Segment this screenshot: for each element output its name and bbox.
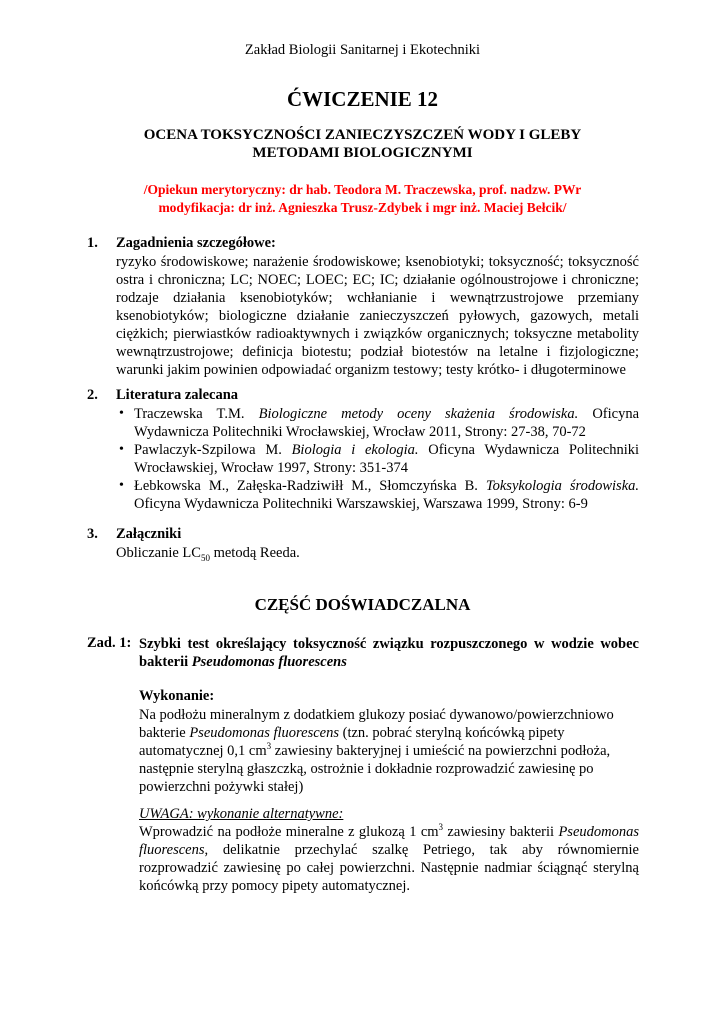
s1-line: ostra i chroniczna; LC; NOEC; LOEC; EC; IC; działanie ogólnoustrojowe i chroniczne; bbox=[116, 272, 639, 288]
exercise-title: ĆWICZENIE 12 bbox=[286, 87, 439, 111]
wyk-species: Pseudomonas fluorescens bbox=[189, 725, 340, 741]
lit-publisher: Oficyna Wydawnicza Politechniki bbox=[428, 442, 640, 458]
s3-text-after: metodą Reeda. bbox=[209, 545, 300, 561]
s1-line: ciężkich; pierwiastków radioaktywnych i związków organicznych; toksyczne metabolity bbox=[116, 326, 639, 342]
wyk-line: automatycznej 0,1 cm bbox=[139, 743, 267, 759]
lit-authors: Łebkowska M., Załęska-Radziwiłł M., Słomczyńska B. bbox=[134, 478, 478, 494]
wyk-line: Na podłożu mineralnym z dodatkiem glukozy posiać dywanowo/powierzchniowo bbox=[139, 707, 614, 723]
alt-line: zawiesiny bakterii bbox=[443, 824, 559, 840]
section-1-title: Zagadnienia szczegółowe: bbox=[116, 235, 276, 251]
alt-species: Pseudomonas bbox=[558, 824, 639, 840]
subtitle-line-2: METODAMI BIOLOGICZNYMI bbox=[252, 145, 473, 161]
subtitle-line-1: OCENA TOKSYCZNOŚCI ZANIECZYSZCZEŃ WODY I GLEBY bbox=[143, 127, 582, 143]
s1-line: ksenobiotyków; biologiczne działanie zanieczyszczeń pyłowych, gazowych, metali bbox=[116, 308, 639, 324]
supervisors-line-2: modyfikacja: dr inż. Agnieszka Trusz-Zdybek i mgr inż. Maciej Bełcik/ bbox=[158, 200, 567, 215]
alt-line: Wprowadzić na podłoże mineralne z glukozą 1 cm bbox=[139, 824, 439, 840]
lit-details: Oficyna Wydawnicza Politechniki Warszawskiej, Warszawa 1999, Strony: 6-9 bbox=[134, 496, 588, 512]
s3-subscript: 50 bbox=[200, 552, 210, 563]
lit-book: Biologia i ekologia. bbox=[291, 442, 419, 458]
wykonanie-heading: Wykonanie: bbox=[139, 688, 215, 704]
bullet-icon: • bbox=[119, 442, 124, 457]
exercise-subtitle bbox=[60, 126, 665, 162]
task-title-prefix: bakterii bbox=[139, 654, 192, 670]
alt-line: , delikatnie przechylać szalkę Petriego, tak aby równomiernie bbox=[204, 842, 639, 858]
section-1-number: 1. bbox=[87, 235, 98, 251]
lit-details: Wrocławskiej, Wrocław 1997, Strony: 351-374 bbox=[134, 460, 409, 476]
task-1-title bbox=[139, 635, 639, 671]
uwaga-heading: UWAGA: wykonanie alternatywne: bbox=[139, 806, 344, 822]
s1-line: wewnątrzustrojowe; definicja biotestu; podział biotestów na letalne i fizjologiczne; bbox=[116, 344, 639, 360]
section-3-title: Załączniki bbox=[116, 526, 182, 542]
bullet-icon: • bbox=[119, 406, 124, 421]
lit-authors: Traczewska T.M. bbox=[134, 406, 245, 422]
supervisors-note bbox=[60, 181, 665, 217]
wyk-superscript: 3 bbox=[266, 741, 272, 752]
experimental-part-title: CZĘŚĆ DOŚWIADCZALNA bbox=[254, 595, 471, 614]
task-title-line-1: Szybki test określający toksyczność związku rozpuszczonego w wodzie wobec bbox=[139, 636, 639, 652]
bullet-icon: • bbox=[119, 478, 124, 493]
page-header: Zakład Biologii Sanitarnej i Ekotechniki bbox=[244, 42, 481, 58]
alt-line: rozprowadzić zawiesinę po całej powierzchni. Następnie nadmiar ściągnąć sterylną bbox=[139, 860, 639, 876]
section-2-title: Literatura zalecana bbox=[116, 387, 239, 403]
alternative-body bbox=[139, 823, 639, 895]
literature-list bbox=[119, 405, 640, 513]
section-1-body bbox=[116, 253, 639, 379]
wyk-line: powierzchni pożywki stałej) bbox=[139, 779, 304, 795]
task-title-species: Pseudomonas fluorescens bbox=[191, 654, 347, 670]
section-3-number: 3. bbox=[87, 526, 98, 542]
wyk-line: bakterie bbox=[139, 725, 190, 741]
task-1-label: Zad. 1: bbox=[87, 635, 132, 651]
literature-item bbox=[119, 477, 640, 513]
lit-details: Wydawnicza Politechniki Wrocławskiej, Wrocław 2011, Strony: 27-38, 70-72 bbox=[134, 424, 586, 440]
literature-item bbox=[119, 441, 640, 477]
s3-text: Obliczanie LC bbox=[116, 545, 201, 561]
section-3-body bbox=[116, 544, 300, 562]
lit-book: Toksykologia środowiska. bbox=[485, 478, 640, 494]
wyk-line: zawiesiny bakteryjnej i umieścić na powierzchni podłoża, bbox=[271, 743, 611, 759]
supervisors-line-1: /Opiekun merytoryczny: dr hab. Teodora M. Traczewska, prof. nadzw. PWr bbox=[143, 182, 582, 197]
lit-book: Biologiczne metody oceny skażenia środowiska. bbox=[258, 406, 579, 422]
lit-publisher: Oficyna bbox=[592, 406, 640, 422]
section-2-number: 2. bbox=[87, 387, 98, 403]
wykonanie-body bbox=[139, 706, 639, 796]
s1-line: ryzyko środowiskowe; narażenie środowiskowe; ksenobiotyki; toksyczność; toksyczność bbox=[116, 254, 639, 270]
alt-species: fluorescens bbox=[139, 842, 205, 858]
alt-line: końcówką przy pomocy pipety automatycznej. bbox=[139, 878, 410, 894]
wyk-line: następnie sterylną głaszczką, ostrożnie i dokładnie rozprowadzić zawiesinę po bbox=[139, 761, 594, 777]
lit-authors: Pawlaczyk-Szpilowa M. bbox=[134, 442, 282, 458]
s1-line: rodzaje działania ksenobiotyków; wchłanianie i wewnątrzustrojowe przemiany bbox=[116, 290, 639, 306]
s1-line: warunki jakim powinien odpowiadać organizm testowy; testy krótko- i długoterminowe bbox=[116, 362, 626, 378]
literature-item bbox=[119, 405, 640, 441]
wyk-line: (tzn. pobrać sterylną końcówką pipety bbox=[339, 725, 565, 741]
alt-superscript: 3 bbox=[438, 822, 444, 833]
